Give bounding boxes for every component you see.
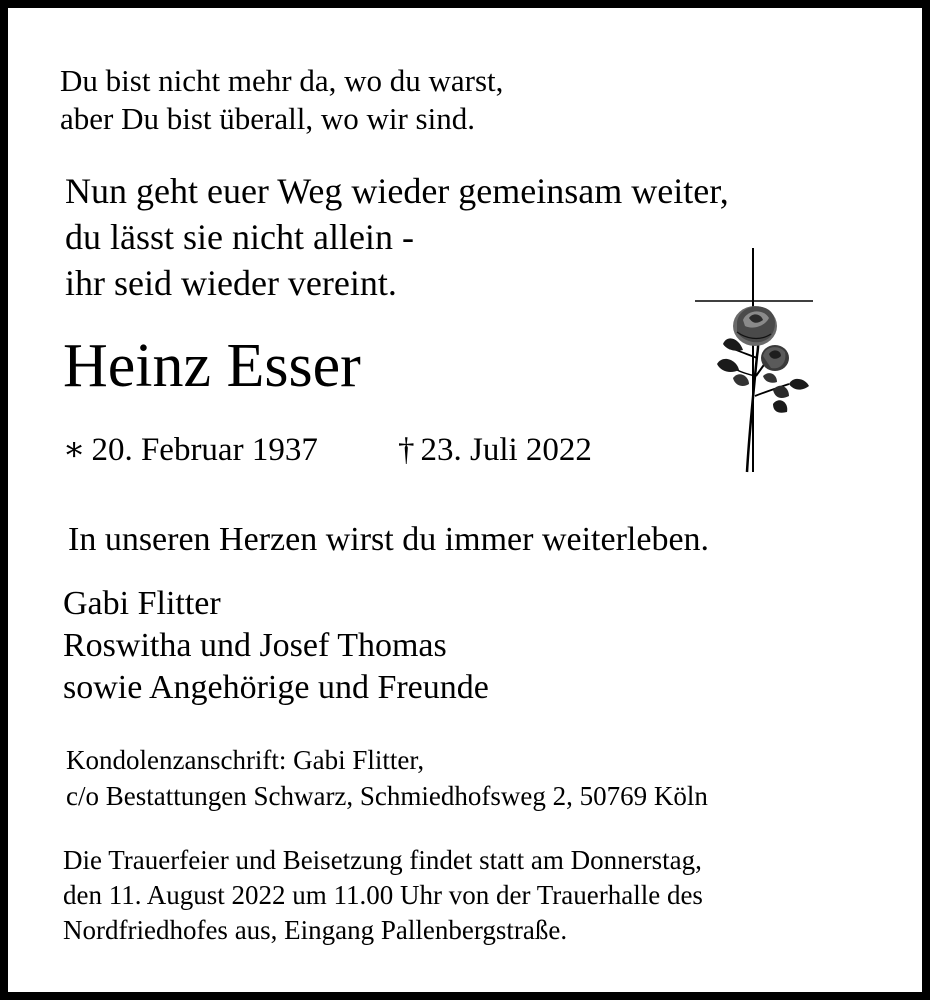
remembrance-line: In unseren Herzen wirst du immer weiterleben. xyxy=(68,521,710,558)
birth-line xyxy=(63,428,318,472)
death-symbol: † xyxy=(398,432,415,468)
cross-with-rose-icon xyxy=(693,246,818,476)
mourner-3: sowie Angehörige und Freunde xyxy=(63,669,489,706)
motto xyxy=(60,62,503,138)
death-date: 23. Juli 2022 xyxy=(420,432,592,468)
condolence-line-2: c/o Bestattungen Schwarz, Schmiedhofsweg 2, 50769 Köln xyxy=(66,781,708,811)
service-line-1: Die Trauerfeier und Beisetzung findet statt am Donnerstag, xyxy=(63,845,702,875)
service-line-3: Nordfriedhofes aus, Eingang Pallenbergstraße. xyxy=(63,915,568,945)
verse-line-2: du lässt sie nicht allein - xyxy=(65,217,414,257)
verse xyxy=(65,168,729,306)
death-line xyxy=(398,428,592,472)
service-line-2: den 11. August 2022 um 11.00 Uhr von der Trauerhalle des xyxy=(63,880,703,910)
condolence-line-1: Kondolenzanschrift: Gabi Flitter, xyxy=(66,745,425,775)
motto-line-2: aber Du bist überall, wo wir sind. xyxy=(60,101,475,136)
mourner-2: Roswitha und Josef Thomas xyxy=(63,627,447,664)
mourner-1: Gabi Flitter xyxy=(63,585,221,622)
deceased-name: Heinz Esser xyxy=(63,332,361,400)
verse-line-3: ihr seid wieder vereint. xyxy=(65,263,397,303)
birth-symbol: ∗ xyxy=(63,432,86,468)
condolence-address xyxy=(66,742,708,814)
service-info xyxy=(63,843,703,948)
mourners-list xyxy=(63,583,489,709)
verse-line-1: Nun geht euer Weg wieder gemeinsam weiter, xyxy=(65,171,729,211)
birth-date: 20. Februar 1937 xyxy=(91,432,318,468)
motto-line-1: Du bist nicht mehr da, wo du warst, xyxy=(60,63,504,98)
